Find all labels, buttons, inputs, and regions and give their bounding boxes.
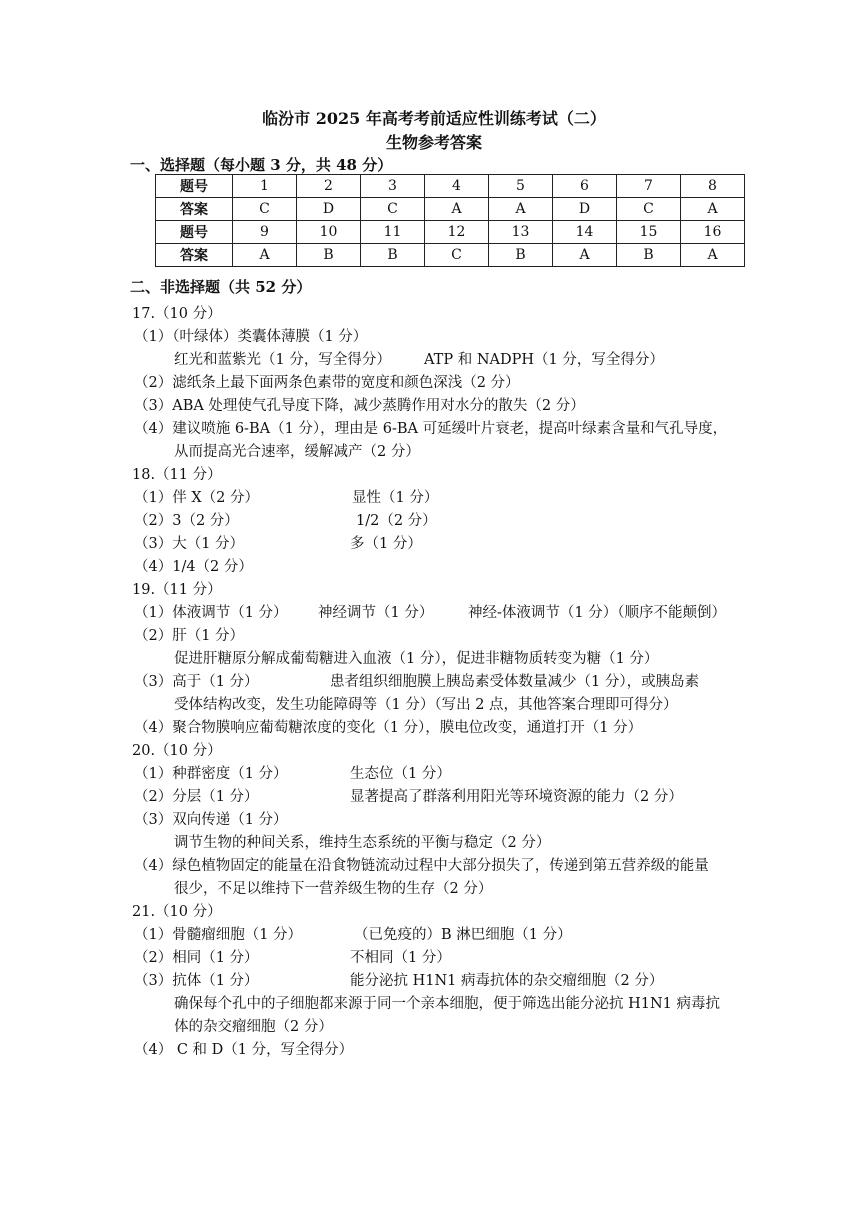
answer-line: （3）ABA 处理使气孔导度下降，减少蒸腾作用对水分的散失（2 分）	[134, 398, 585, 414]
table-cell: 13	[489, 221, 553, 244]
answer-line: 能分泌抗 H1N1 病毒抗体的杂交瘤细胞（2 分）	[350, 973, 664, 989]
answer-line: 从而提高光合速率，缓解减产（2 分）	[174, 444, 420, 460]
answer-line: （4）绿色植物固定的能量在沿食物链流动过程中大部分损失了，传递到第五营养级的能量	[134, 858, 709, 874]
question-20-head: 20.（10 分）	[132, 743, 222, 759]
table-cell: A	[553, 244, 617, 267]
answer-line: （1）（叶绿体）类囊体薄膜（1 分）	[134, 329, 368, 345]
table-cell: C	[425, 244, 489, 267]
answer-line: （3）抗体（1 分）	[134, 973, 259, 989]
answer-line: （3）大（1 分）	[134, 536, 245, 552]
table-cell: A	[233, 244, 297, 267]
table-cell: C	[361, 198, 425, 221]
answer-line: （3）高于（1 分）	[134, 674, 259, 690]
answer-line: 神经调节（1 分）	[318, 605, 434, 621]
table-cell: 6	[553, 175, 617, 198]
table-cell: A	[681, 198, 745, 221]
page-subtitle: 生物参考答案	[385, 133, 482, 152]
table-row-label: 答案	[156, 244, 233, 267]
table-row	[156, 175, 745, 198]
table-cell: B	[297, 244, 361, 267]
question-18-head: 18.（11 分）	[132, 467, 222, 483]
answer-line: 生态位（1 分）	[350, 766, 451, 782]
table-row	[156, 198, 745, 221]
table-cell: 11	[361, 221, 425, 244]
answer-line: （4）1/4（2 分）	[134, 559, 253, 575]
question-19-head: 19.（11 分）	[132, 582, 222, 598]
table-cell: 8	[681, 175, 745, 198]
answer-line: 调节生物的种间关系，维持生态系统的平衡与稳定（2 分）	[174, 835, 551, 851]
answer-table	[155, 174, 745, 267]
answer-line: 确保每个孔中的子细胞都来源于同一个亲本细胞，便于筛选出能分泌抗 H1N1 病毒抗	[174, 996, 720, 1012]
answer-line: （4）建议喷施 6-BA（1 分），理由是 6-BA 可延缓叶片衰老，提高叶绿素含量和气孔导度，	[134, 421, 728, 437]
answer-line: （已免疫的）B 淋巴细胞（1 分）	[354, 927, 572, 943]
answer-line: 1/2（2 分）	[356, 513, 437, 529]
table-cell: D	[297, 198, 361, 221]
answer-line: 不相同（1 分）	[350, 950, 451, 966]
answer-line: ATP 和 NADPH（1 分，写全得分）	[424, 352, 664, 368]
table-cell: 2	[297, 175, 361, 198]
answer-line: 多（1 分）	[350, 536, 422, 552]
answer-line: （2）相同（1 分）	[134, 950, 259, 966]
table-row-label: 题号	[156, 221, 233, 244]
answer-line: （1）体液调节（1 分）	[134, 605, 288, 621]
page-title: 临汾市 2025 年高考考前适应性训练考试（二）	[262, 109, 606, 128]
answer-line: （2）肝（1 分）	[134, 628, 245, 644]
answer-line: 神经-体液调节（1 分）（顺序不能颠倒）	[468, 605, 726, 621]
answer-line: （1）伴 X（2 分）	[134, 490, 259, 506]
question-21-head: 21.（10 分）	[132, 904, 222, 920]
table-cell: 12	[425, 221, 489, 244]
table-row	[156, 221, 745, 244]
table-cell: A	[489, 198, 553, 221]
answer-line: （2）滤纸条上最下面两条色素带的宽度和颜色深浅（2 分）	[134, 375, 520, 391]
answer-line: （2）分层（1 分）	[134, 789, 259, 805]
table-cell: 10	[297, 221, 361, 244]
answer-line: 促进肝糖原分解成葡萄糖进入血液（1 分），促进非糖物质转变为糖（1 分）	[174, 651, 659, 667]
answer-line: （1）骨髓瘤细胞（1 分）	[134, 927, 303, 943]
table-cell: 16	[681, 221, 745, 244]
table-row-label: 答案	[156, 198, 233, 221]
table-cell: 14	[553, 221, 617, 244]
table-cell: 15	[617, 221, 681, 244]
table-cell: A	[425, 198, 489, 221]
answer-line: （3）双向传递（1 分）	[134, 812, 288, 828]
answer-line: （1）种群密度（1 分）	[134, 766, 288, 782]
table-cell: B	[617, 244, 681, 267]
answer-line: （4） C 和 D（1 分，写全得分）	[134, 1042, 354, 1058]
section-heading-choice: 一、选择题（每小题 3 分，共 48 分）	[130, 156, 393, 174]
table-cell: 5	[489, 175, 553, 198]
answer-line: 显著提高了群落利用阳光等环境资源的能力（2 分）	[350, 789, 683, 805]
answer-line: 患者组织细胞膜上胰岛素受体数量减少（1 分），或胰岛素	[330, 674, 700, 690]
table-cell: 7	[617, 175, 681, 198]
table-cell: D	[553, 198, 617, 221]
answer-line: （4）聚合物膜响应葡萄糖浓度的变化（1 分），膜电位改变，通道打开（1 分）	[134, 720, 643, 736]
answer-line: 很少，不足以维持下一营养级生物的生存（2 分）	[174, 881, 493, 897]
answer-line: 显性（1 分）	[352, 490, 439, 506]
table-cell: A	[681, 244, 745, 267]
table-cell: 3	[361, 175, 425, 198]
table-cell: C	[617, 198, 681, 221]
table-cell: C	[233, 198, 297, 221]
table-row-label: 题号	[156, 175, 233, 198]
answer-line: 体的杂交瘤细胞（2 分）	[174, 1019, 333, 1035]
table-cell: B	[489, 244, 553, 267]
section-heading-nonchoice: 二、非选择题（共 52 分）	[130, 278, 312, 296]
table-cell: 4	[425, 175, 489, 198]
table-row	[156, 244, 745, 267]
table-cell: B	[361, 244, 425, 267]
answer-line: 红光和蓝紫光（1 分，写全得分）	[174, 352, 391, 368]
question-17-head: 17.（10 分）	[132, 306, 222, 322]
table-cell: 1	[233, 175, 297, 198]
answer-line: 受体结构改变，发生功能障碍等（1 分）（写出 2 点，其他答案合理即可得分）	[174, 697, 678, 713]
answer-line: （2）3（2 分）	[134, 513, 239, 529]
table-cell: 9	[233, 221, 297, 244]
